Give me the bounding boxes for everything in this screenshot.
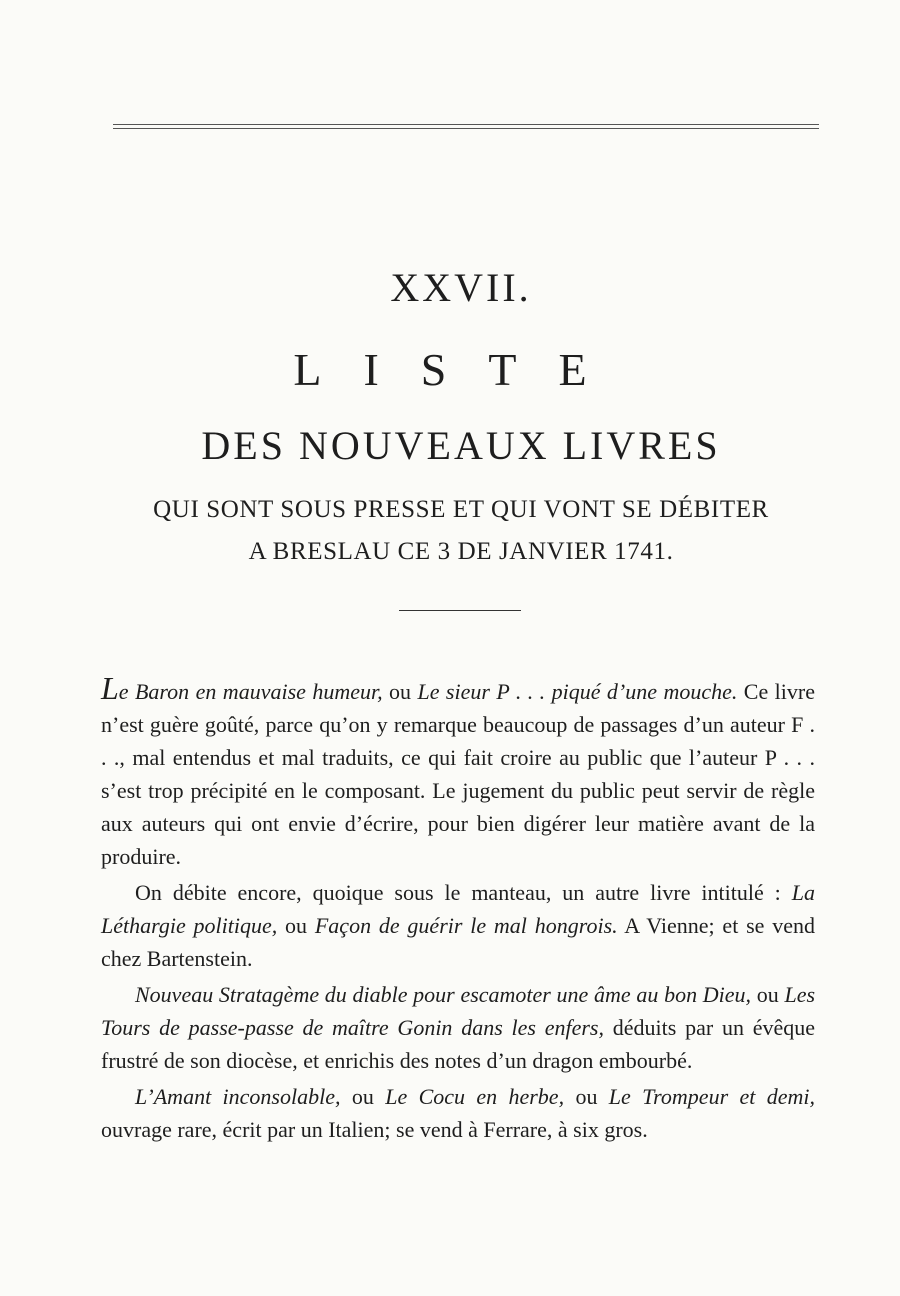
- italic-title: e Baron en mauvaise humeur,: [118, 679, 383, 704]
- italic-title: Nouveau Stratagème du diable pour escamoter une âme au bon Dieu,: [135, 982, 752, 1007]
- italic-title: Façon de guérir le mal hongrois.: [314, 913, 618, 938]
- drop-initial: L: [101, 670, 119, 706]
- paragraph-3: [101, 978, 815, 1077]
- text-span: ou: [277, 913, 315, 938]
- text-span: ouvrage rare, écrit par un Italien; se vend à Ferrare, à six gros.: [101, 1117, 648, 1142]
- chapter-numeral: XXVII.: [390, 265, 532, 310]
- italic-title: Le Trompeur et demi,: [608, 1084, 815, 1109]
- paragraph-4: [101, 1080, 815, 1146]
- chapter-subtitle-line-2: A BRESLAU CE 3 DE JANVIER 1741.: [248, 538, 674, 565]
- text-span: déduits par un évêque frustré de son diocèse, et enrichis des notes d’un dragon embourbé.: [101, 1015, 816, 1073]
- text-span: A Vienne; et se vend chez Bartenstein.: [101, 913, 815, 971]
- section-divider: [399, 610, 521, 611]
- paragraph-2: [101, 876, 815, 975]
- chapter-title: LISTE: [293, 344, 629, 395]
- italic-title: La Léthargie politique,: [101, 880, 815, 938]
- italic-title: L’Amant inconsolable,: [135, 1084, 341, 1109]
- text-span: ou: [751, 982, 785, 1007]
- italic-title: Les Tours de passe-passe de maître Gonin dans les enfers,: [101, 982, 816, 1040]
- text-span: ou: [340, 1084, 386, 1109]
- text-span: ou: [382, 679, 418, 704]
- italic-title: Le sieur P . . . piqué d’une mouche.: [417, 679, 738, 704]
- paragraph-1: [101, 670, 815, 873]
- body-text: [101, 670, 816, 1149]
- top-double-rule: [113, 124, 819, 129]
- text-span: ou: [564, 1084, 609, 1109]
- italic-title: Le Cocu en herbe,: [385, 1084, 565, 1109]
- chapter-subtitle-main: DES NOUVEAUX LIVRES: [201, 423, 721, 468]
- text-span: On débite encore, quoique sous le manteau, un autre livre intitulé :: [135, 880, 792, 905]
- text-span: Ce livre n’est guère goûté, parce qu’on y remarque beaucoup de passages d’un auteur F . . ., mal entendus et mal traduits, ce qui fait croire au public que l’auteur P . . . s’est trop précipité en le composant. Le jugement du public peut servir de règle aux auteurs qui ont envie d’écrire, pour bien digérer leur matière avant de la produire.: [101, 679, 815, 869]
- chapter-subtitle-line-1: QUI SONT SOUS PRESSE ET QUI VONT SE DÉBITER: [153, 496, 769, 523]
